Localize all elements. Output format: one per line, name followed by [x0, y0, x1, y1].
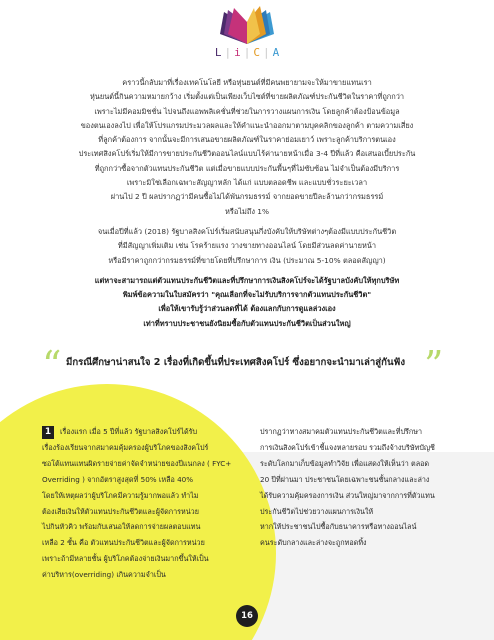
text-line: เพราะมิใช่เลือกเฉพาะสัญญาหลัก ได้แก่ แบบตลอดชีพ และแบบชั่วระยะเวลา: [126, 178, 368, 188]
text-line: เพราะถ้ามีหลายชั้น ผู้บริโภคต้องจ่ายเงินมากขึ้นให้เป็น: [42, 554, 209, 564]
intro-paragraph-3-bold: [10, 274, 484, 331]
text-line: เพราะไม่มีคอมมิชชั่น ไปจนถึงแอพพลิเคชั่นที่ช่วยในการวางแผนการเงิน โดยลูกค้าต้องป้อนข้อมูล: [94, 106, 400, 116]
text-line-body: เรื่องแรก เมื่อ 5 ปีที่แล้ว รัฐบาลสิงคโปร์ได้รับ: [60, 427, 198, 436]
page-number: 16: [236, 605, 258, 627]
text-line: ประกันชีวิตไปช่วยวางแผนการเงินให้: [260, 506, 374, 516]
intro-paragraph-2: [10, 225, 484, 268]
text-line: คนระดับกลางและล่างจะถูกทอดทิ้ง: [260, 538, 367, 548]
text-line: หากให้ประชาชนไปซื้อกับธนาคารหรือทางออนไลน์: [260, 522, 417, 532]
text-line: แต่หาจะสามารถแต่ตัวแทนประกันชีวิตและที่ปรึกษาการเงินสิงคโปร์จะได้รัฐบาลบังคับให้ทุกบริษัท: [94, 275, 400, 285]
intro-section: [10, 76, 484, 337]
text-line: ของตนเองลงไป เพื่อให้โปรแกรมประมวลผลและให้คำแนะนำออกมาตามบุคคลิกของลูกค้า ตามความเสี่ยง: [80, 120, 414, 130]
logo-wordmark: L | i | C | A: [214, 46, 280, 59]
text-line: ต้องเสียเงินให้ตัวแทนประกันชีวิตและผู้จัดการหน่วย: [42, 506, 199, 516]
text-line: ผ่านไป 2 ปี ผลปรากฏว่ามีคนซื้อไม่ได้พันกรมธรรม์ จากยอดขายปีละล้านกว่ากรมธรรม์: [110, 192, 384, 202]
logo-letter: L: [214, 46, 222, 59]
text-line: [42, 424, 274, 440]
text-line: Overriding ) จากอัตราสูงสุดที่ 50% เหลือ 40%: [42, 474, 194, 484]
text-line: โดยให้เหตุผลว่าผู้บริโภคมีความรู้มากพอแล้ว ทำไม: [42, 490, 199, 500]
text-line: ไปกินหัวคิว พร้อมกับเสนอให้ลดการจ่ายผลตอบแทน: [42, 522, 201, 532]
text-line: หรือมีราคาถูกกว่ากรมธรรม์ที่ขายโดยที่ปรึกษาการ เงิน (ประมาณ 5-10% ตลอดสัญญา): [108, 255, 386, 265]
intro-paragraph-1: [10, 76, 484, 219]
case-study-1: [42, 424, 274, 583]
text-line: คราวนี้กลับมาที่เรื่องเทคโนโลยี หรือหุ่นยนต์ที่มีคนพยายามจะให้มาขายแทนเรา: [122, 78, 372, 87]
text-line: เท่าที่ทราบประชาชนยังนิยมซื้อกับตัวแทนประกันชีวิตเป็นส่วนใหญ่: [143, 318, 351, 328]
case-number-badge: 1: [42, 426, 54, 439]
text-line: จนเมื่อปีที่แล้ว (2018) รัฐบาลสิงคโปร์เริ่มสนับสนุนกึ่งบังคับให้บริษัทต่างๆต้องมีแบบประกันชีวิต: [97, 226, 397, 236]
text-line: เพื่อให้เขารับรู้ว่าส่วนลดที่ได้ ต้องแลกกับการดูแลล่วงเอง: [158, 304, 336, 314]
text-line: ประเทศสิงคโปร์เริ่มให้มีการขายประกันชีวิตออนไลน์แบบไร้ค่านายหน้าเมื่อ 3-4 ปีที่แล้ว คือเสนอเบี้ยประกัน: [78, 149, 416, 159]
section-heading: มีกรณีศึกษาน่าสนใจ 2 เรื่องที่เกิดขึ้นที่ประเทศสิงคโปร์ ซึ่งอยากจะนำมาเล่าสู่กันฟัง: [66, 357, 406, 368]
text-line: ซอโต้แทนแทนผิดรายจ่ายค่าจัดจำหน่ายของปีแนกลง ( FYC+: [42, 458, 232, 468]
text-line: ระดับโลกมาเก็บข้อมูลทำวิจัย เพื่อแสดงให้เห็นว่า ตลอด: [260, 458, 430, 468]
text-line: การเงินสิงคโปร์เข้าชี้แจงหลายรอบ รวมถึงจ้างบริษัทบัญชี: [260, 442, 435, 452]
text-line: ที่ถูกกว่าซื้อจากตัวแทนประกันชีวิต แต่เมื่อขายแบบประกันพื้นๆที่ไม่ซับซ้อน ไม่จำเป็นต้องมีบริการ: [94, 163, 400, 173]
text-line: ที่มีสัญญาเพิ่มเติม เช่น โรคร้ายแรง วางขายทางออนไลน์ โดยมีส่วนลดค่านายหน้า: [117, 241, 377, 251]
close-quote-icon: ”: [424, 343, 444, 387]
text-line: หรือไม่ถึง 1%: [224, 206, 270, 216]
text-line: เหลือ 2 ชั้น คือ ตัวแทนประกันชีวิตและผู้จัดการหน่วย: [42, 538, 205, 548]
text-line: ปรากฏว่าทางสมาคมตัวแทนประกันชีวิตและที่ปรึกษา: [260, 427, 422, 436]
logo-letter: A: [272, 46, 280, 59]
text-line: ที่ลูกค้าต้องการ จากนั้นจะมีการเสนอขายผลิตภัณฑ์ในราคาย่อมเยาว์ เพราะลูกค้าบริการตนเอง: [98, 135, 396, 145]
text-line: เรื่องร้องเรียนจากสมาคมคุ้มครองผู้บริโภคของสิงคโปร์: [42, 442, 209, 452]
text-line: ค่าบริหาร(overriding) เกินความจำเป็น: [42, 570, 166, 580]
text-line: 20 ปีที่ผ่านมา ประชาชนโดยเฉพาะชนชั้นกลางและล่าง: [260, 474, 430, 484]
logo-letter: C: [253, 46, 260, 59]
logo-letter: i: [234, 46, 241, 59]
case-study-1-continued: [260, 424, 482, 551]
text-line: พิมพ์ข้อความในใบสมัครว่า "คุณเลือกที่จะไม่รับบริการจากตัวแทนประกันชีวิต": [122, 290, 372, 300]
text-line: ได้รับความคุ้มครองการเงิน ส่วนใหญ่มาจากการที่ตัวแทน: [260, 490, 435, 500]
open-quote-icon: “: [42, 343, 62, 387]
text-line: หุ่นยนต์นี้กินความหมายกว้าง เริ่มตั้งแต่เป็นเพียงเว็บไซต์ที่ขายผลิตภัณฑ์ประกันชีวิตในราคาที่ถูกกว่า: [89, 92, 405, 102]
book-logo-icon: [214, 4, 280, 48]
